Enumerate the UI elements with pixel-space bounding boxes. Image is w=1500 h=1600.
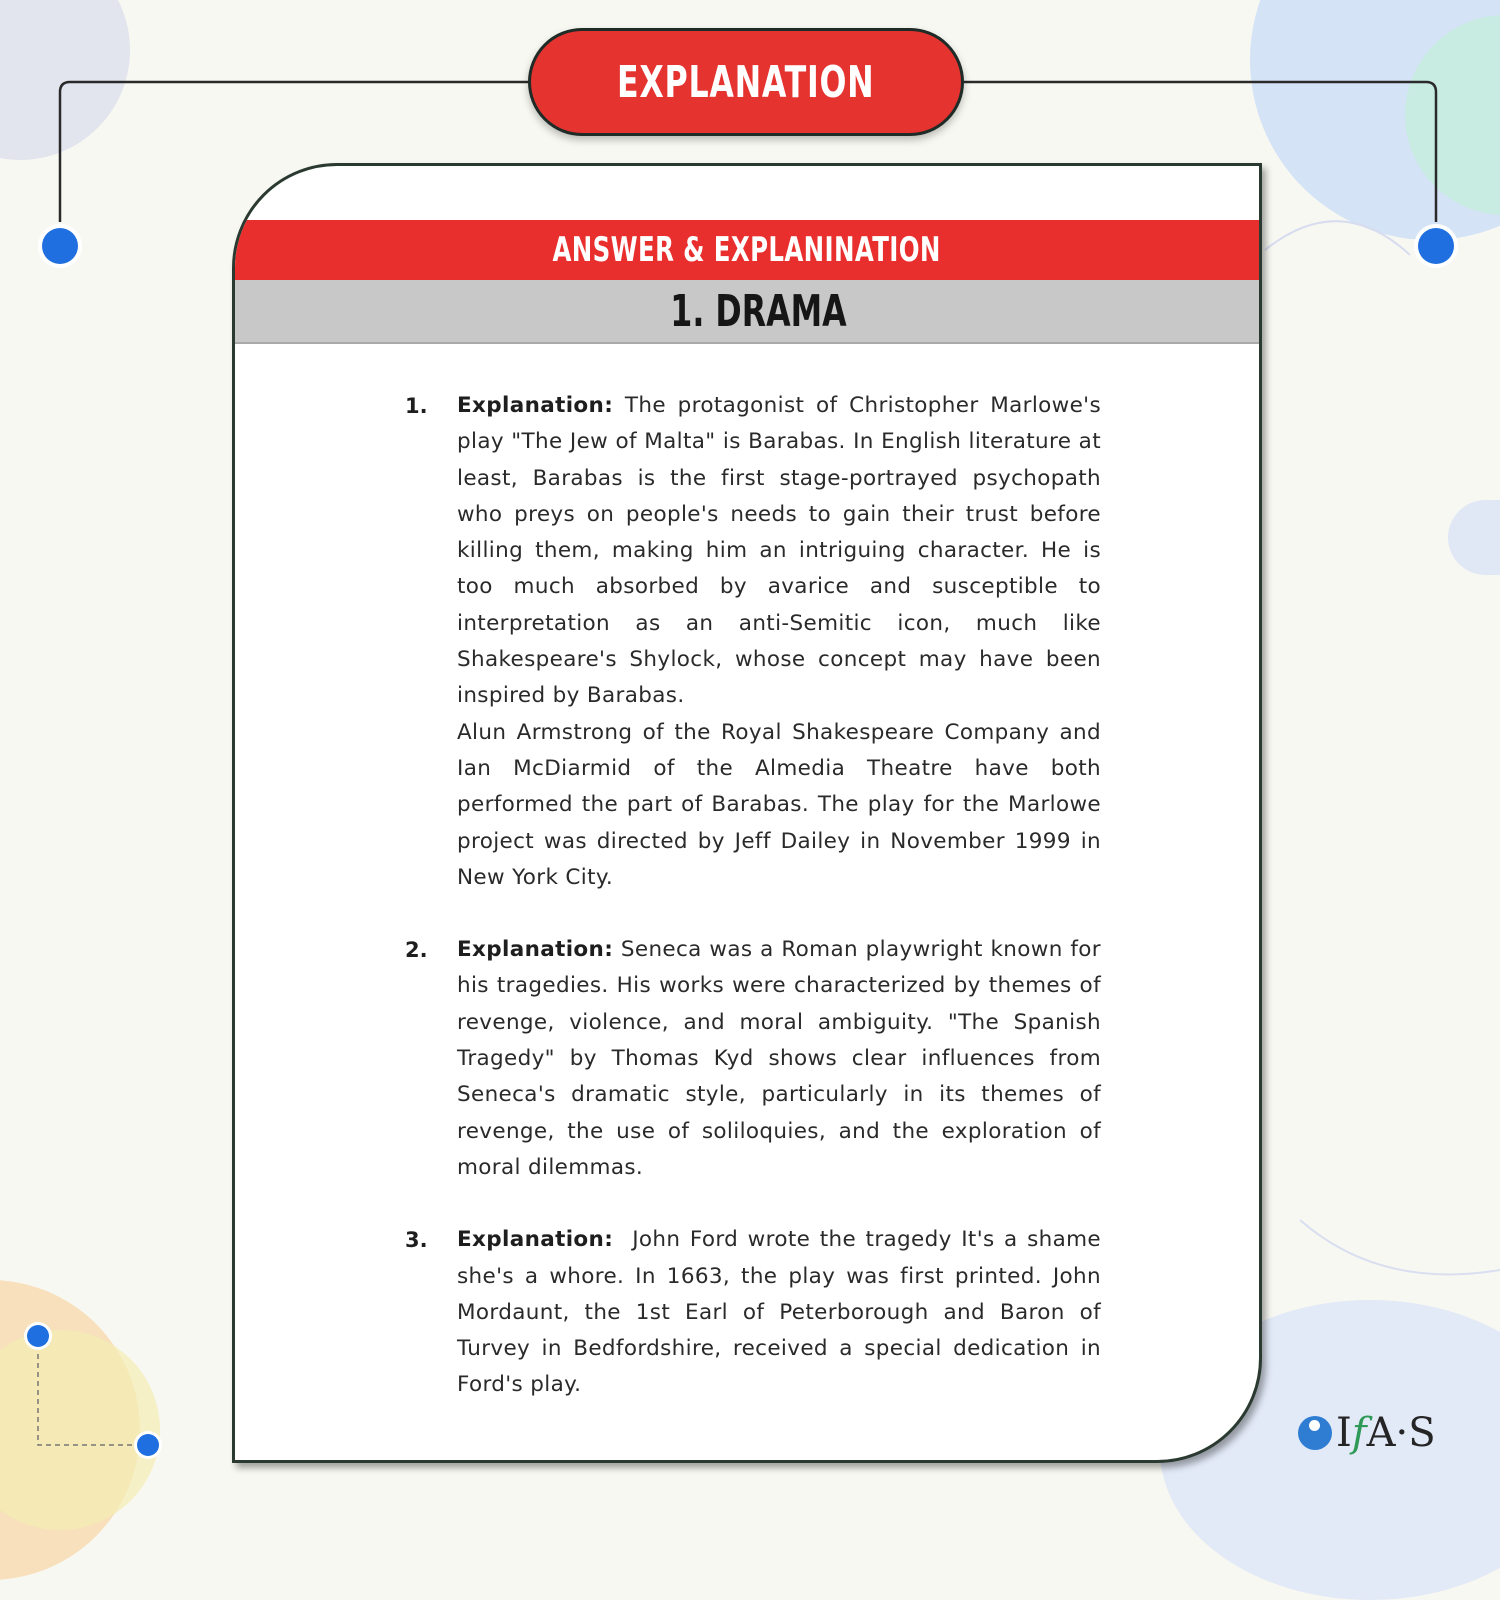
- logo-text-suffix: A·S: [1366, 1410, 1436, 1456]
- section-header: [235, 280, 1259, 344]
- explanation-card: [232, 163, 1262, 1463]
- item-number: 3.: [405, 1228, 428, 1253]
- item-label: Explanation:: [457, 937, 614, 963]
- item-paragraph-2: Alun Armstrong of the Royal Shakespeare Company and Ian McDiarmid of the Almedia Theatre have both performed the part of Barabas. The play for the Marlowe project was directed by Jeff Dailey in November 1999 in New York City.: [457, 719, 1101, 890]
- item-body: [457, 388, 1101, 896]
- answer-banner: [235, 220, 1259, 280]
- item-text: Seneca was a Roman playwright known for his tragedies. His works were characterized by themes of revenge, violence, and moral ambiguity. "The Spanish Tragedy" by Thomas Kyd shows clear influences from Seneca's dramatic style, particularly in its themes of revenge, the use of soliloquies, and the exploration of moral dilemmas.: [457, 937, 1101, 1180]
- logo-text-prefix: I: [1336, 1410, 1352, 1456]
- dot-right: [1418, 228, 1454, 264]
- title-pill: [528, 28, 964, 136]
- item-label: Explanation:: [457, 393, 614, 418]
- item-label: Explanation:: [457, 1227, 614, 1253]
- ifas-logo: [1298, 1410, 1436, 1456]
- logo-text-f: f: [1351, 1410, 1367, 1456]
- person-logo-icon: [1298, 1416, 1332, 1450]
- item-number: 1.: [405, 394, 428, 418]
- dot-bottom-left-top: [27, 1325, 49, 1347]
- item-text: The protagonist of Christopher Marlowe's play "The Jew of Malta" is Barabas. In English literature at least, Barabas is the first stage-portrayed psychopath who preys on people's needs to gain their trust before killing them, making him an intriguing character. He is too much absorbed by avarice and susceptible to interpretation as an anti-Semitic icon, much like Shakespeare's Shylock, whose concept may have been inspired by Barabas.: [457, 393, 1101, 709]
- page-title: EXPLANATION: [617, 56, 875, 108]
- dot-bottom-left-right: [137, 1434, 159, 1456]
- item-number: 2.: [405, 938, 428, 963]
- item-text: John Ford wrote the tragedy It's a shame she's a whore. In 1663, the play was first printed. John Mordaunt, the 1st Earl of Peterborough and Baron of Turvey in Bedfordshire, received a special dedication in Ford's play.: [457, 1227, 1109, 1398]
- item-paragraph: [457, 932, 1101, 1186]
- item-paragraph: [457, 388, 1101, 715]
- list-item: [405, 1222, 1109, 1403]
- list-item: [405, 388, 1101, 896]
- answer-banner-label: ANSWER & EXPLANINATION: [552, 230, 942, 270]
- item-body: [457, 932, 1101, 1186]
- item-paragraph: [457, 1222, 1109, 1403]
- section-title: 1. DRAMA: [669, 285, 847, 337]
- explanation-list: [405, 388, 1109, 1440]
- list-item: [405, 932, 1101, 1186]
- item-body: [457, 1222, 1109, 1403]
- dot-left: [42, 228, 78, 264]
- connector-bottom-left: [38, 1336, 146, 1445]
